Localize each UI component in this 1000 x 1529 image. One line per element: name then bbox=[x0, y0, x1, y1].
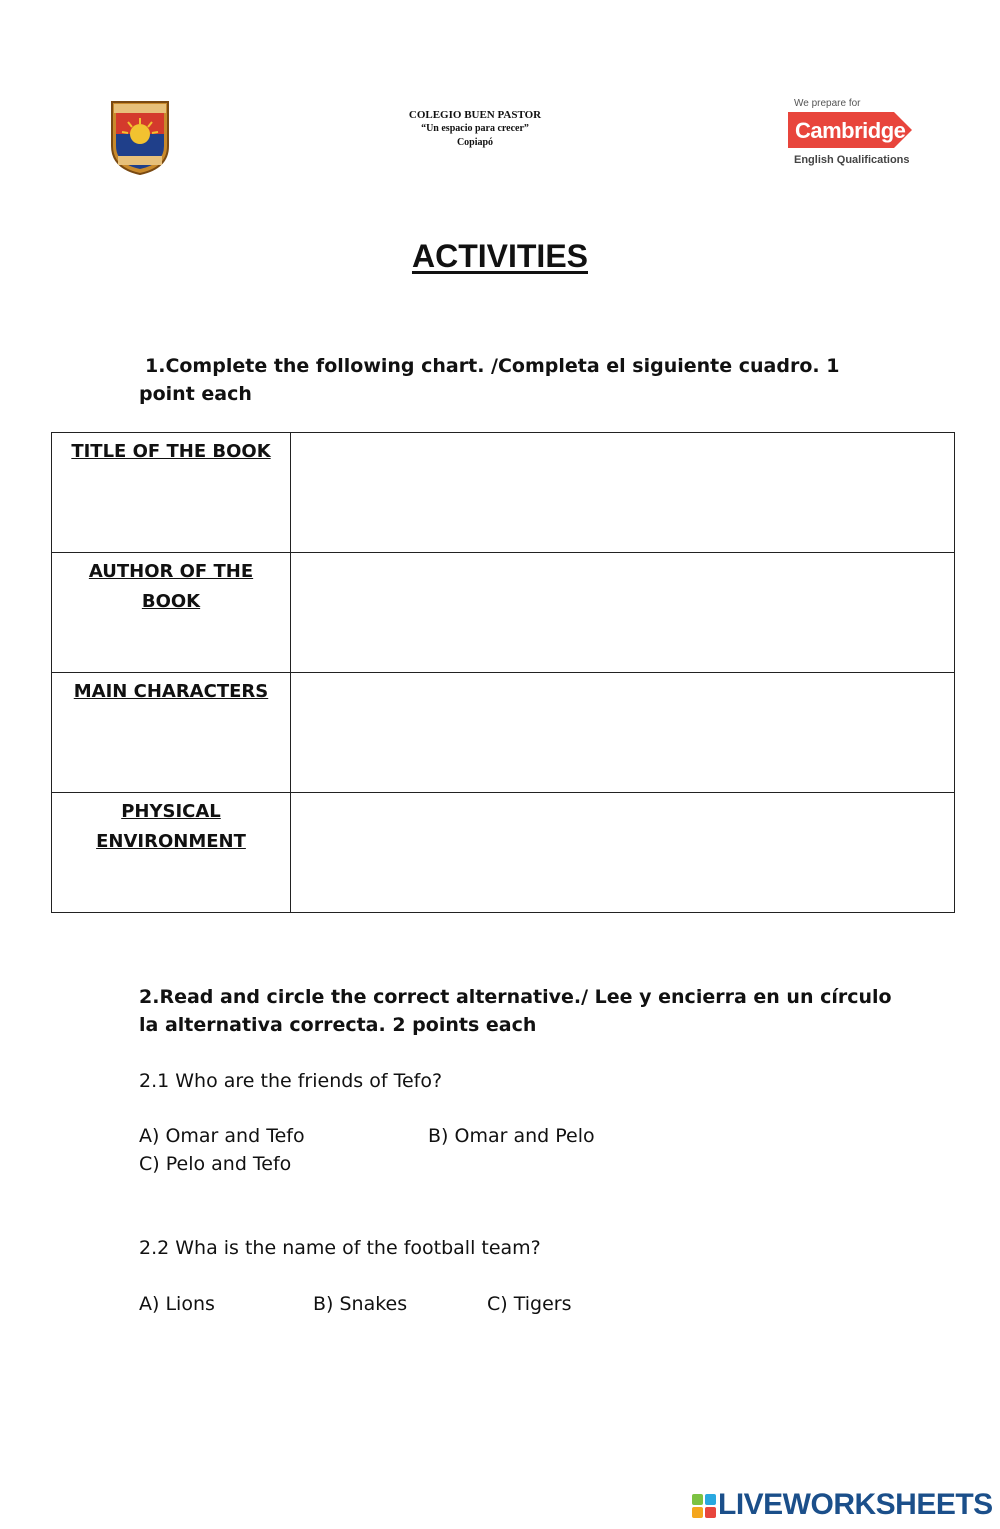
question-1-line-2: point each bbox=[139, 383, 252, 405]
label-line: AUTHOR OF THE bbox=[88, 561, 254, 582]
question-2-1-option-c[interactable]: C) Pelo and Tefo bbox=[139, 1153, 292, 1175]
label-line: BOOK bbox=[141, 591, 201, 612]
row-label-title bbox=[52, 433, 291, 553]
table-row bbox=[52, 553, 955, 673]
answer-cell-author[interactable] bbox=[291, 553, 955, 673]
question-1-line-1: 1.Complete the following chart. /Completa el siguiente cuadro. 1 bbox=[145, 355, 840, 377]
liveworksheets-wordmark: LIVEWORKSHEETS bbox=[718, 1488, 993, 1521]
table-row bbox=[52, 673, 955, 793]
question-2-heading bbox=[139, 983, 899, 1039]
question-2-2-option-c[interactable]: C) Tigers bbox=[487, 1293, 572, 1315]
table-row bbox=[52, 433, 955, 553]
question-2-1-option-b[interactable]: B) Omar and Pelo bbox=[428, 1125, 595, 1147]
question-2-2-option-b[interactable]: B) Snakes bbox=[313, 1293, 408, 1315]
school-motto: “Un espacio para crecer” bbox=[421, 123, 529, 134]
table-row bbox=[52, 793, 955, 913]
page-title: ACTIVITIES bbox=[411, 238, 588, 274]
cambridge-subtitle: English Qualifications bbox=[794, 154, 910, 166]
question-2-1-option-a[interactable]: A) Omar and Tefo bbox=[139, 1125, 305, 1147]
question-2-2-text: 2.2 Wha is the name of the football team? bbox=[139, 1237, 541, 1259]
row-label-characters bbox=[52, 673, 291, 793]
question-2-2-option-a[interactable]: A) Lions bbox=[139, 1293, 215, 1315]
school-info bbox=[370, 108, 580, 150]
cambridge-logo bbox=[788, 98, 938, 172]
school-crest-icon bbox=[108, 98, 172, 176]
row-label-author bbox=[52, 553, 291, 673]
answer-cell-characters[interactable] bbox=[291, 673, 955, 793]
label-line: PHYSICAL bbox=[121, 801, 221, 822]
label-line: TITLE OF THE BOOK bbox=[71, 441, 271, 462]
answer-cell-environment[interactable] bbox=[291, 793, 955, 913]
label-line: ENVIRONMENT bbox=[96, 831, 246, 852]
answer-cell-title[interactable] bbox=[291, 433, 955, 553]
question-2-line-1: 2.Read and circle the correct alternative./ Lee y encierra en un círculo bbox=[139, 986, 892, 1008]
cambridge-tagline: We prepare for bbox=[794, 98, 861, 109]
liveworksheets-icon bbox=[692, 1494, 716, 1518]
school-city: Copiapó bbox=[456, 137, 494, 148]
book-chart-table bbox=[51, 432, 955, 913]
cambridge-wordmark: Cambridge bbox=[795, 118, 906, 143]
row-label-environment bbox=[52, 793, 291, 913]
question-2-1-text: 2.1 Who are the friends of Tefo? bbox=[139, 1070, 443, 1092]
school-crest-logo bbox=[108, 98, 172, 176]
question-1-heading bbox=[139, 352, 859, 408]
school-name: COLEGIO BUEN PASTOR bbox=[408, 109, 542, 121]
label-line: MAIN CHARACTERS bbox=[73, 681, 269, 702]
question-2-line-2: la alternativa correcta. 2 points each bbox=[139, 1014, 537, 1036]
